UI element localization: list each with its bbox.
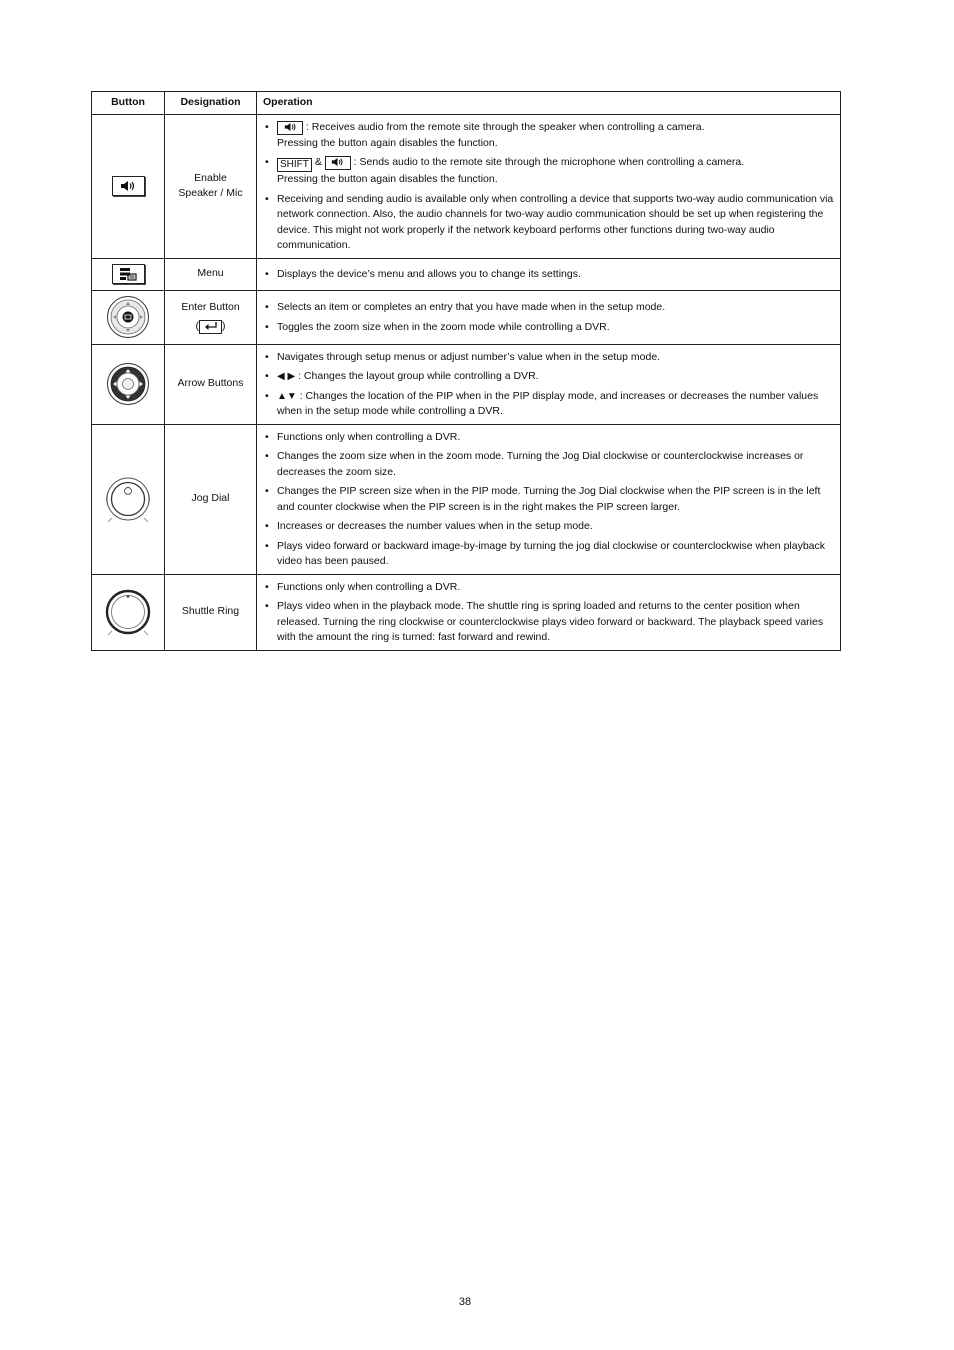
bullet-text: Functions only when controlling a DVR. bbox=[277, 430, 461, 443]
nav-pad-arrows-icon bbox=[106, 362, 150, 406]
button-cell bbox=[92, 574, 165, 650]
table-row-jog bbox=[92, 424, 841, 574]
jog-dial-icon bbox=[104, 474, 152, 524]
bullet-text: : Changes the location of the PIP when in the PIP display mode, and increases or decreases the number values when in the setup mode while controlling a DVR. bbox=[277, 389, 819, 417]
list-item bbox=[263, 539, 834, 570]
list-item bbox=[263, 350, 834, 366]
list-item bbox=[263, 389, 834, 420]
list-item bbox=[263, 430, 834, 446]
button-cell bbox=[92, 344, 165, 424]
operation-cell bbox=[257, 574, 841, 650]
paren-close: ) bbox=[222, 319, 226, 332]
bullet-text: Plays video forward or backward image-by-image by turning the jog dial clockwise or counterclockwise when playback video has been paused. bbox=[277, 539, 826, 567]
list-item bbox=[263, 192, 834, 254]
bullet-text: Navigates through setup menus or adjust number’s value when in the setup mode. bbox=[277, 350, 661, 363]
operation-cell bbox=[257, 115, 841, 259]
designation-line: Enter Button bbox=[181, 301, 240, 313]
list-item bbox=[263, 484, 834, 515]
list-item bbox=[263, 599, 834, 646]
speaker-button-image bbox=[112, 176, 145, 196]
designation-cell: Arrow Buttons bbox=[165, 344, 257, 424]
designation-line bbox=[171, 319, 250, 335]
header-designation: Designation bbox=[165, 92, 257, 115]
button-cell bbox=[92, 115, 165, 259]
bullet-text: Receiving and sending audio is available only when controlling a device that supports two-way audio communication via network connection. Also, the audio channels for two-way audio communication should be set up when registering the device. This might not work properly if the network keyboard performs other functions during two-way audio communication. bbox=[277, 192, 834, 251]
button-cell bbox=[92, 258, 165, 290]
bullet-text: : Sends audio to the remote site through the microphone when controlling a camera. bbox=[353, 156, 745, 168]
bullet-text: Pressing the button again disables the function. bbox=[277, 173, 498, 185]
bullet-text: Plays video when in the playback mode. The shuttle ring is spring loaded and returns to the center position when released. Turning the ring clockwise or counterclockwise plays video forward or backward. The playback speed varies with the amount the ring is turned: fast forward and rewind. bbox=[277, 600, 824, 643]
list-item bbox=[263, 155, 834, 188]
bullet-text: Displays the device’s menu and allows you to change its settings. bbox=[277, 267, 581, 280]
left-right-arrows-icon: ◀ ▶ bbox=[277, 371, 296, 382]
table-row-shuttle bbox=[92, 574, 841, 650]
nav-pad-enter-icon bbox=[106, 295, 150, 339]
speaker-key bbox=[277, 121, 303, 135]
button-reference-table bbox=[91, 91, 841, 651]
page-number: 38 bbox=[458, 1296, 472, 1308]
operation-cell bbox=[257, 344, 841, 424]
list-item bbox=[263, 449, 834, 480]
list-item bbox=[263, 369, 834, 385]
bullet-text: Changes the PIP screen size when in the PIP mode. Turning the Jog Dial clockwise when the PIP screen is in the left and counter clockwise when the PIP screen is in the right makes the PIP screen larger. bbox=[277, 485, 821, 513]
bullet-text: Functions only when controlling a DVR. bbox=[277, 580, 461, 593]
bullet-text: : Changes the layout group while controlling a DVR. bbox=[298, 370, 539, 382]
ampersand: & bbox=[314, 156, 322, 168]
header-button: Button bbox=[92, 92, 165, 115]
menu-icon bbox=[119, 267, 137, 281]
speaker-icon bbox=[284, 122, 297, 132]
designation-line: Enable bbox=[194, 171, 227, 184]
table-row-enter bbox=[92, 290, 841, 344]
enter-icon bbox=[204, 321, 218, 331]
list-item bbox=[263, 519, 834, 535]
paren-open: ( bbox=[195, 319, 199, 332]
list-item bbox=[263, 120, 834, 151]
speaker-icon bbox=[331, 157, 344, 167]
bullet-text: : Receives audio from the remote site through the speaker when controlling a camera. bbox=[305, 121, 705, 133]
operation-cell bbox=[257, 424, 841, 574]
operation-cell bbox=[257, 258, 841, 290]
table-row-speaker bbox=[92, 115, 841, 259]
shift-key: SHIFT bbox=[277, 158, 312, 172]
table-header-row bbox=[92, 92, 841, 115]
list-item bbox=[263, 267, 834, 283]
bullet-text: Increases or decreases the number values when in the setup mode. bbox=[277, 520, 593, 532]
table-row-arrow bbox=[92, 344, 841, 424]
designation-cell: Shuttle Ring bbox=[165, 574, 257, 650]
designation-cell bbox=[165, 115, 257, 259]
bullet-text: Toggles the zoom size when in the zoom mode while controlling a DVR. bbox=[277, 320, 610, 333]
bullet-text: Selects an item or completes an entry that you have made when in the setup mode. bbox=[277, 301, 666, 313]
designation-line: Speaker / Mic bbox=[178, 187, 243, 200]
table-row-menu bbox=[92, 258, 841, 290]
enter-key bbox=[199, 320, 222, 334]
speaker-icon bbox=[120, 180, 136, 192]
list-item bbox=[263, 580, 834, 596]
header-operation: Operation bbox=[257, 92, 841, 115]
designation-cell bbox=[165, 290, 257, 344]
operation-cell bbox=[257, 290, 841, 344]
bullet-text: Changes the zoom size when in the zoom mode. Turning the Jog Dial clockwise or counterclockwise increases or decreases the zoom size. bbox=[277, 450, 804, 478]
designation-cell: Menu bbox=[165, 258, 257, 290]
bullet-text: Pressing the button again disables the function. bbox=[277, 136, 498, 149]
button-cell bbox=[92, 424, 165, 574]
list-item bbox=[263, 320, 834, 336]
menu-button-image bbox=[112, 264, 145, 284]
designation-cell: Jog Dial bbox=[165, 424, 257, 574]
shuttle-ring-icon bbox=[104, 587, 152, 637]
list-item bbox=[263, 300, 834, 316]
up-down-arrows-icon: ▲▼ bbox=[277, 390, 297, 402]
button-cell bbox=[92, 290, 165, 344]
speaker-key bbox=[325, 156, 351, 170]
